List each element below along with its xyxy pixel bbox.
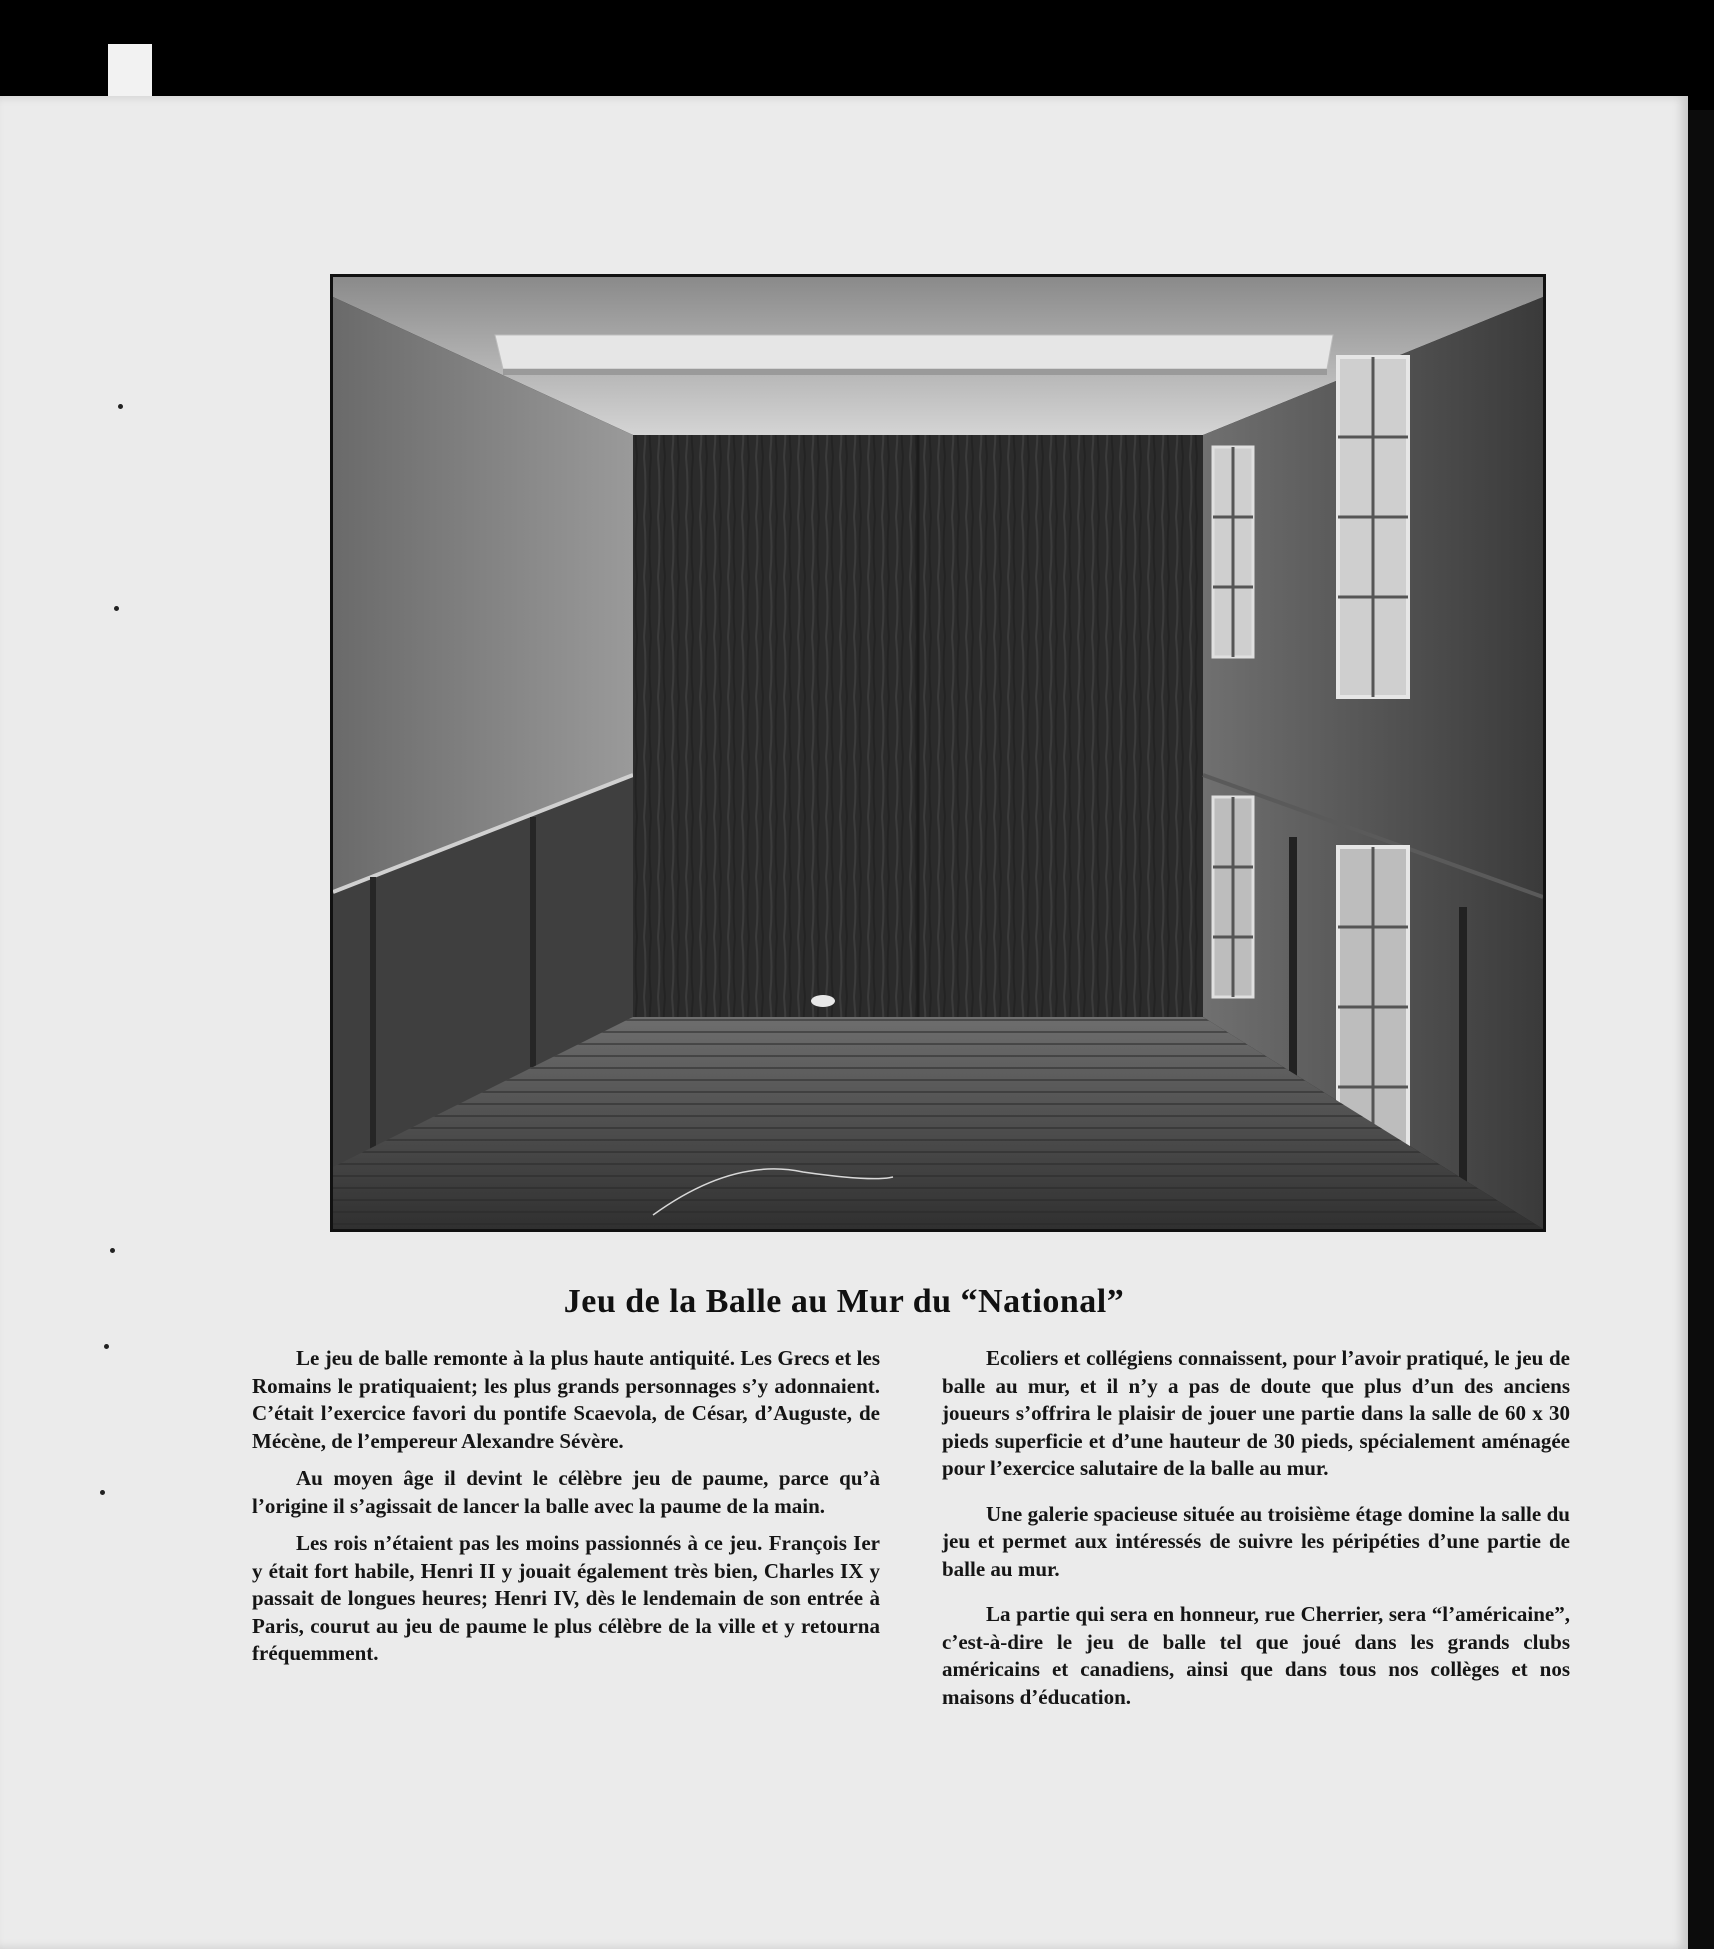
paragraph: La partie qui sera en honneur, rue Cherrier, sera “l’américaine”, c’est-à-dire le jeu de balle tel que joué dans les grands clubs américains et canadiens, ainsi que dans tous nos collèges et nos maisons d’éducation. bbox=[942, 1602, 1570, 1709]
paragraph: Une galerie spacieuse située au troisième étage domine la salle du jeu et permet aux intéressés de suivre les péripéties d’une partie de balle au mur. bbox=[942, 1501, 1570, 1581]
paragraph: Au moyen âge il devint le célèbre jeu de paume, parce qu’à l’origine il s’agissait de lancer la balle avec la paume de la main. bbox=[252, 1466, 880, 1518]
page-right-border bbox=[1688, 110, 1714, 1949]
dust-speck bbox=[114, 606, 119, 611]
scan-edge-mark bbox=[108, 44, 152, 98]
article-column-left bbox=[252, 1345, 880, 1678]
dust-speck bbox=[104, 1344, 109, 1349]
court-photo-image bbox=[333, 277, 1543, 1229]
court-photograph bbox=[330, 274, 1546, 1232]
article-column-right bbox=[942, 1345, 1570, 1729]
dust-speck bbox=[110, 1248, 115, 1253]
paragraph: Ecoliers et collégiens connaissent, pour l’avoir pratiqué, le jeu de balle au mur, et il n’y a pas de doute que plus d’un des anciens joueurs s’offrira le plaisir de jouer une partie dans la salle de 60 x 30 pieds superficie et d’une hauteur de 30 pieds, spécialement aménagée pour l’exercice salutaire de la balle au mur. bbox=[942, 1346, 1570, 1480]
dust-speck bbox=[100, 1490, 105, 1495]
article-title: Jeu de la Balle au Mur du “National” bbox=[563, 1283, 1125, 1320]
paragraph: Le jeu de balle remonte à la plus haute antiquité. Les Grecs et les Romains le pratiquaient; les plus grands personnages s’y adonnaient. C’était l’exercice favori du pontife Scaevola, de César, d’Auguste, de Mécène, de l’empereur Alexandre Sévère. bbox=[252, 1346, 880, 1453]
paragraph: Les rois n’étaient pas les moins passionnés à ce jeu. François Ier y était fort habile, Henri II y jouait également très bien, Charles IX y passait de longues heures; Henri IV, dès le lendemain de son entrée à Paris, courut au jeu de paume le plus célèbre de la ville et y retourna fréquemment. bbox=[252, 1531, 880, 1665]
dust-speck bbox=[118, 404, 123, 409]
